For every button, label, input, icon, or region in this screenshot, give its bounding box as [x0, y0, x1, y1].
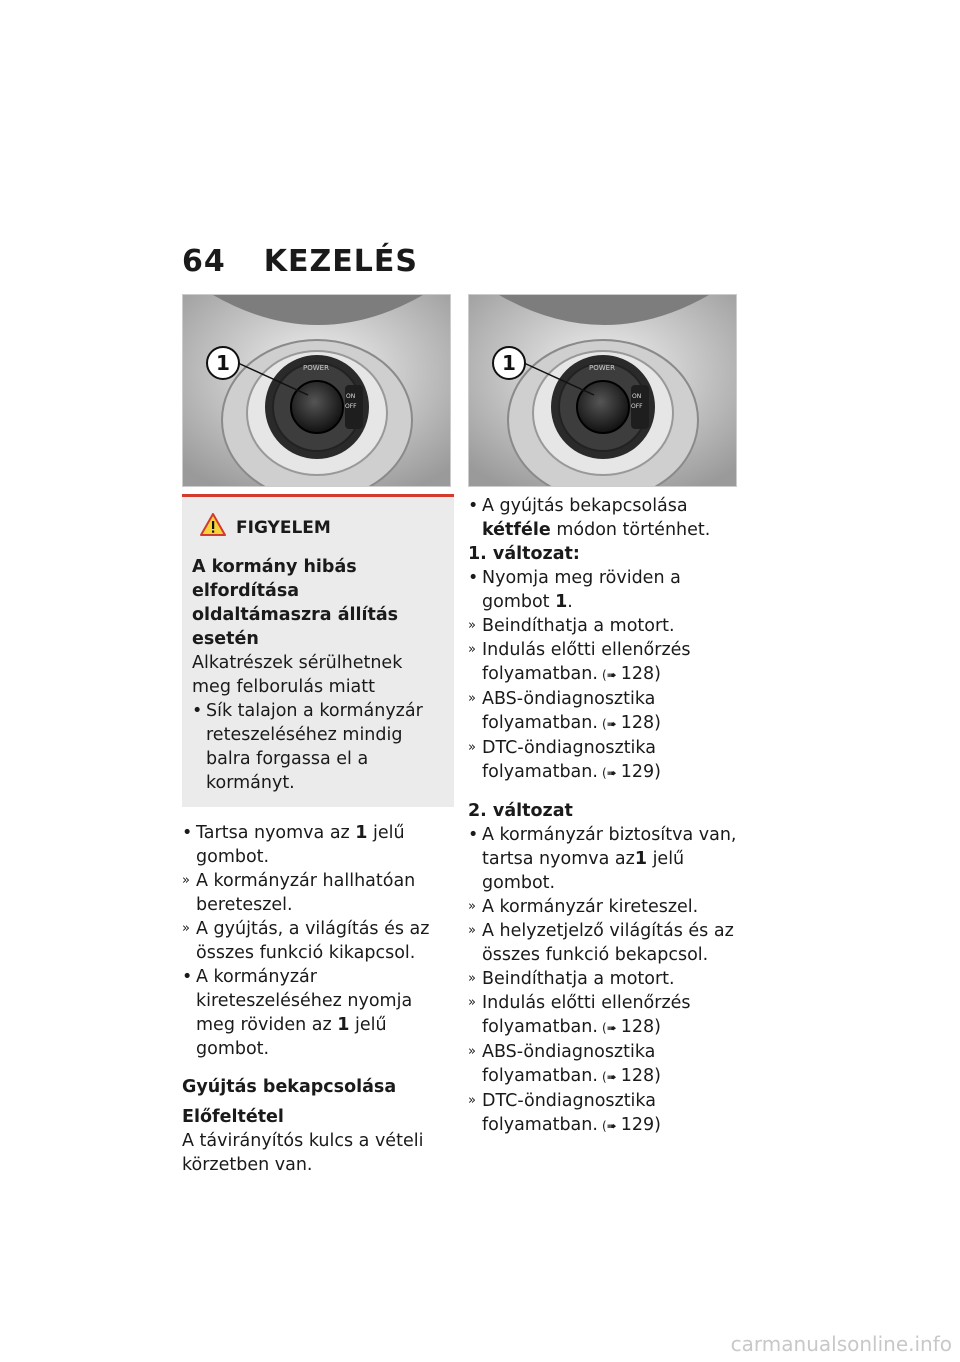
page-ref-arrow-icon[interactable]: (➠ [601, 1021, 617, 1035]
off-label: OFF [631, 403, 643, 410]
variant-1-heading: 1. változat: [468, 544, 580, 564]
result-item: » ABS-öndiagnosztika folyamatban. (➠ 128) [468, 687, 740, 736]
page-ref-arrow-icon[interactable]: (➠ [601, 668, 617, 682]
result-item: » DTC-öndiagnosztika folyamatban. (➠ 129) [468, 736, 740, 785]
page-ref-arrow-icon[interactable]: (➠ [601, 717, 617, 731]
list-item: • Tartsa nyomva az 1 jelű gombot. [182, 823, 405, 867]
on-label: ON [632, 393, 642, 400]
list-item: • Nyomja meg röviden a gombot 1. [468, 568, 681, 612]
off-label: OFF [345, 403, 357, 410]
result-item: » Indulás előtti ellenőrzés folyamatban. (➠ 128) [468, 991, 740, 1040]
section-heading: Gyújtás bekapcsolása [182, 1077, 397, 1097]
warning-text: Alkatrészek sérülhetnek meg felborulás miatt [192, 653, 403, 697]
result-item: » A kormányzár hallhatóan bereteszel. [182, 871, 416, 915]
list-item: • A kormányzár kireteszeléséhez nyomja meg röviden az 1 jelű gombot. [182, 967, 413, 1059]
power-label: POWER [303, 364, 329, 372]
warning-title: FIGYELEM [236, 518, 331, 538]
watermark: carmanualsonline.info [730, 1332, 952, 1356]
page-number: 64 [182, 244, 226, 279]
callout-1: 1 [502, 351, 516, 375]
page-ref-arrow-icon[interactable]: (➠ [601, 1070, 617, 1084]
list-item: • A gyújtás bekapcsolása kétféle módon történhet. [468, 496, 711, 540]
result-item: » DTC-öndiagnosztika folyamatban. (➠ 129) [468, 1089, 740, 1138]
prerequisite-text: A távirányítós kulcs a vételi körzetben van. [182, 1131, 424, 1175]
prerequisite-heading: Előfeltétel [182, 1107, 284, 1127]
warning-heading: A kormány hibás elfordítása oldaltámaszra állítás esetén [192, 557, 399, 649]
page-ref-arrow-icon[interactable]: (➠ [601, 1119, 617, 1133]
result-item: » Indulás előtti ellenőrzés folyamatban. (➠ 128) [468, 638, 740, 687]
power-label: POWER [589, 364, 615, 372]
callout-1: 1 [216, 351, 230, 375]
result-item: » Beindíthatja a motort. [468, 616, 675, 636]
result-item: » Beindíthatja a motort. [468, 969, 675, 989]
page-header [182, 244, 418, 279]
on-label: ON [346, 393, 356, 400]
ignition-switch-photo-2 [468, 294, 737, 487]
result-item: » ABS-öndiagnosztika folyamatban. (➠ 128) [468, 1040, 740, 1089]
page-ref-arrow-icon[interactable]: (➠ [601, 766, 617, 780]
chapter-title: KEZELÉS [263, 244, 418, 279]
result-item: » A kormányzár kireteszel. [468, 897, 699, 917]
result-item: » A helyzetjelző világítás és az összes funkció bekapcsol. [468, 921, 734, 965]
warning-bullet: • Sík talajon a kormányzár reteszeléséhez mindig balra forgassa el a kormányt. [192, 701, 423, 793]
list-item: • A kormányzár biztosítva van, tartsa nyomva az1 jelű gombot. [468, 825, 737, 893]
right-column [468, 494, 740, 1138]
warning-triangle-icon [200, 513, 226, 543]
result-item: » A gyújtás, a világítás és az összes funkció kikapcsol. [182, 919, 430, 963]
warning-box [182, 494, 454, 807]
variant-2-heading: 2. változat [468, 801, 573, 821]
left-column [182, 494, 454, 1177]
ignition-switch-photo-1 [182, 294, 451, 487]
